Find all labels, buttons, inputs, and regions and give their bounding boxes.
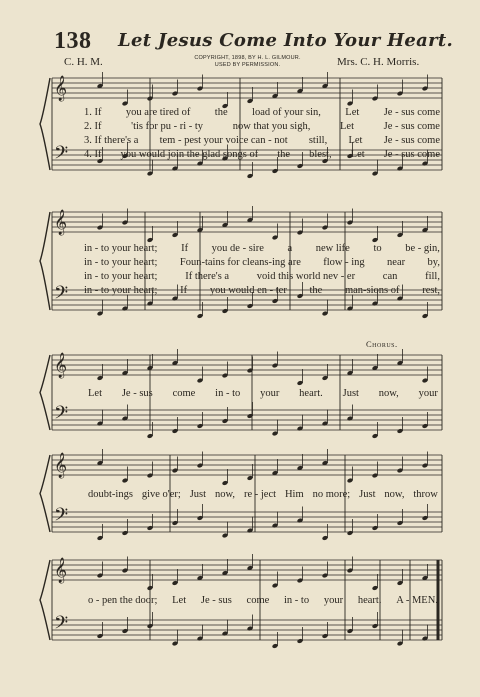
verse-3-line-2: [84, 271, 440, 282]
lyric-syllable: Je - sus come: [383, 135, 440, 146]
lyric-syllable: Je - sus come: [383, 121, 440, 132]
lyric-syllable: be - gin,: [405, 243, 440, 254]
lyric-syllable: the: [277, 149, 291, 160]
lyric-syllable: Let: [172, 595, 187, 606]
lyric-syllable: in - to your heart;: [84, 271, 158, 282]
lyric-syllable: you de - sire: [211, 243, 264, 254]
lyric-syllable: o - pen the door;: [88, 595, 158, 606]
lyric-syllable: Je - sus come: [383, 149, 440, 160]
verse-4-line-1: [84, 149, 440, 160]
lyric-syllable: now,: [215, 489, 236, 500]
lyric-syllable: re - ject: [243, 489, 277, 500]
system-4-brace: [40, 455, 50, 532]
lyric-syllable: 2. If: [84, 121, 102, 132]
lyric-syllable: now that you sigh,: [232, 121, 311, 132]
system-1-treble-clef: 𝄞: [54, 76, 68, 101]
lyric-syllable: 1. If: [84, 107, 102, 118]
lyric-syllable: your: [323, 595, 344, 606]
system-5-bass-clef: 𝄢: [54, 613, 69, 638]
lyric-syllable: Let: [348, 135, 363, 146]
chorus-line-2: [88, 489, 438, 500]
lyric-syllable: can: [382, 271, 398, 282]
lyric-syllable: throw: [413, 489, 438, 500]
verse-1-line-1: [84, 107, 440, 118]
lyric-syllable: load of your sin,: [252, 107, 321, 118]
lyric-syllable: to: [373, 243, 382, 254]
lyric-syllable: heart.: [357, 595, 382, 606]
lyric-syllable: blest,: [309, 149, 332, 160]
lyric-syllable: still,: [308, 135, 328, 146]
lyric-syllable: you would en - ter: [209, 285, 287, 296]
lyric-syllable: now,: [384, 489, 405, 500]
verse-1-line-2: [84, 243, 440, 254]
verse-2-line-1: [84, 121, 440, 132]
lyric-syllable: void this world nev - er: [256, 271, 356, 282]
lyric-syllable: your: [260, 388, 280, 399]
lyric-syllable: in - to your heart;: [84, 257, 158, 268]
system-4-bass-clef: 𝄢: [54, 505, 69, 530]
system-1-bass-clef: 𝄢: [54, 143, 69, 168]
composer-name: Mrs. C. H. Morris.: [337, 56, 420, 68]
lyric-syllable: man-sions of: [344, 285, 400, 296]
system-3-treble-clef: 𝄞: [54, 353, 68, 378]
lyric-syllable: in - to: [215, 388, 241, 399]
system-5-treble-clef: 𝄞: [54, 558, 68, 583]
system-2-bass-clef: 𝄢: [54, 283, 69, 308]
system-5-brace: [40, 560, 50, 640]
lyric-syllable: now,: [378, 388, 399, 399]
lyric-syllable: heart.: [299, 388, 323, 399]
lyric-syllable: a: [287, 243, 293, 254]
lyric-syllable: in - to: [284, 595, 310, 606]
lyric-syllable: If there's a: [185, 271, 230, 282]
lyric-syllable: tem - pest your voice can - not: [159, 135, 288, 146]
lyric-syllable: Je - sus: [200, 595, 232, 606]
lyric-syllable: rest,: [422, 285, 440, 296]
lyric-syllable: new life: [315, 243, 350, 254]
lyric-syllable: Him: [284, 489, 304, 500]
lyric-syllable: doubt-ings: [88, 489, 133, 500]
lyric-syllable: 3. If there's a: [84, 135, 139, 146]
lyric-syllable: fill,: [425, 271, 440, 282]
lyric-syllable: Let: [350, 149, 365, 160]
verse-3-line-1: [84, 135, 440, 146]
system-2-treble-clef: 𝄞: [54, 210, 68, 235]
chorus-line-3: [88, 595, 438, 606]
permission-line: USED BY PERMISSION.: [214, 62, 281, 68]
system-2-brace: [40, 212, 50, 310]
verse-4-line-2: [84, 285, 440, 296]
lyric-syllable: Foun-tains for cleans-ing are: [179, 257, 301, 268]
lyric-syllable: you are tired of: [125, 107, 191, 118]
lyric-syllable: Just: [359, 489, 376, 500]
composer-initials: C. H. M.: [64, 56, 103, 68]
system-4-treble-clef: 𝄞: [54, 453, 68, 478]
chorus-line-1: [88, 388, 438, 399]
lyric-syllable: come: [246, 595, 270, 606]
chorus-label: Chorus.: [366, 339, 398, 349]
verse-2-line-2: [84, 257, 440, 268]
lyric-syllable: you would join the glad songs of: [120, 149, 259, 160]
hymn-title: Let Jesus Come Into Your Heart.: [118, 30, 454, 51]
lyric-syllable: Let: [88, 388, 102, 399]
lyric-syllable: the: [214, 107, 228, 118]
copyright-line: COPYRIGHT, 1898, BY H. L. GILMOUR.: [194, 55, 301, 61]
lyric-syllable: no more;: [312, 489, 351, 500]
lyric-syllable: near: [387, 257, 406, 268]
system-3-bass-clef: 𝄢: [54, 403, 69, 428]
hymn-number: 138: [54, 28, 92, 54]
lyric-syllable: by,: [427, 257, 440, 268]
lyric-syllable: Just: [342, 388, 359, 399]
lyric-syllable: in - to your heart;: [84, 285, 158, 296]
system-3-brace: [40, 355, 50, 430]
lyric-syllable: come: [172, 388, 196, 399]
lyric-syllable: 'tis for pu - ri - ty: [131, 121, 204, 132]
lyric-syllable: Je - sus: [121, 388, 153, 399]
lyric-syllable: If: [180, 285, 188, 296]
lyric-syllable: A - MEN.: [396, 595, 438, 606]
lyric-syllable: Let: [345, 107, 360, 118]
lyric-syllable: 4. If: [84, 149, 102, 160]
system-1-brace: [40, 78, 50, 170]
lyric-syllable: If: [181, 243, 189, 254]
lyric-syllable: Just: [189, 489, 207, 500]
lyric-syllable: Je - sus come: [383, 107, 440, 118]
lyric-syllable: give o'er;: [141, 489, 181, 500]
lyric-syllable: the: [309, 285, 323, 296]
lyric-syllable: Let: [340, 121, 354, 132]
lyric-syllable: in - to your heart;: [84, 243, 158, 254]
lyric-syllable: your: [418, 388, 438, 399]
lyric-syllable: flow - ing: [323, 257, 365, 268]
